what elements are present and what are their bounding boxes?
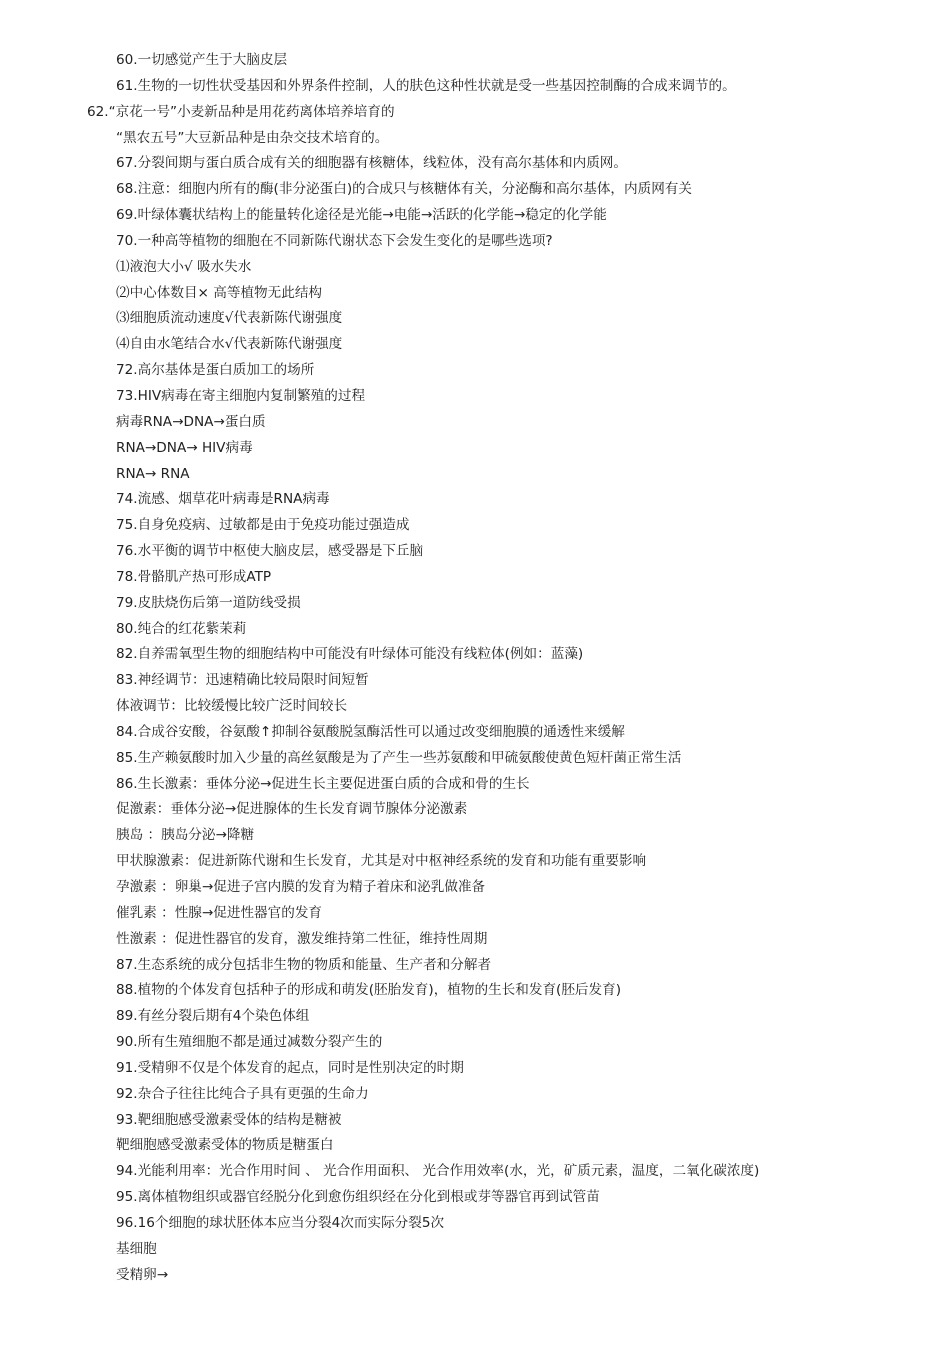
text-line: 94.光能利用率：光合作用时间 、 光合作用面积、 光合作用效率(水，光，矿质元素，温度，二氧化碳浓度) [116, 1163, 760, 1180]
text-line: 靶细胞感受激素受体的物质是糖蛋白 [116, 1137, 334, 1154]
text-line: 82.自养需氧型生物的细胞结构中可能没有叶绿体可能没有线粒体(例如：蓝藻) [116, 646, 584, 663]
text-line: 胰岛 ：胰岛分泌→降糖 [116, 827, 255, 844]
text-line: 92.杂合子往往比纯合子具有更强的生命力 [116, 1085, 369, 1102]
text-line: 甲状腺激素：促进新陈代谢和生长发育，尤其是对中枢神经系统的发育和功能有重要影响 [116, 853, 647, 870]
text-line: 60.一切感觉产生于大脑皮层 [116, 52, 288, 68]
text-line: 61.生物的一切性状受基因和外界条件控制，人的肤色这种性状就是受一些基因控制酶的合成来调节的。 [116, 77, 736, 94]
text-line: 促激素：垂体分泌→促进腺体的生长发育调节腺体分泌激素 [116, 801, 468, 818]
text-line: 78.骨骼肌产热可形成ATP [116, 568, 272, 585]
text-line: 性激素 ：促进性器官的发育，激发维持第二性征，维持性周期 [116, 930, 488, 947]
text-line: RNA→ RNA [116, 465, 190, 482]
text-line: 基细胞 [116, 1240, 157, 1257]
document-body [0, 48, 950, 1289]
text-line: 74.流感、烟草花叶病毒是RNA病毒 [116, 491, 330, 508]
text-line: 84.合成谷安酸，谷氨酸↑抑制谷氨酸脱氢酶活性可以通过改变细胞膜的通透性来缓解 [116, 723, 625, 740]
text-line: 62.“京花一号”小麦新品种是用花药离体培养培育的 [87, 103, 395, 120]
text-line: 87.生态系统的成分包括非生物的物质和能量、生产者和分解者 [116, 956, 492, 973]
text-line: 病毒RNA→DNA→蛋白质 [116, 413, 266, 430]
text-line: 93.靶细胞感受激素受体的结构是糖被 [116, 1111, 342, 1128]
text-line: 90.所有生殖细胞不都是通过减数分裂产生的 [116, 1034, 383, 1051]
text-line: 88.植物的个体发育包括种子的形成和萌发(胚胎发育)，植物的生长和发育(胚后发育) [116, 982, 622, 999]
text-line: 95.离体植物组织或器官经脱分化到愈伤组织经在分化到根或芽等器官再到试管苗 [116, 1189, 600, 1206]
text-line: 80.纯合的红花紫茉莉 [116, 620, 247, 637]
text-line: “黑农五号”大豆新品种是由杂交技术培育的。 [116, 129, 389, 146]
text-line: ⑴液泡大小√ 吸水失水 [116, 258, 252, 275]
text-line: 89.有丝分裂后期有4个染色体组 [116, 1008, 310, 1025]
text-line: 67.分裂间期与蛋白质合成有关的细胞器有核糖体，线粒体，没有高尔基体和内质网。 [116, 155, 627, 172]
text-line: 72.高尔基体是蛋白质加工的场所 [116, 362, 315, 379]
text-line: 79.皮肤烧伤后第一道防线受损 [116, 594, 301, 611]
text-line: 69.叶绿体囊状结构上的能量转化途径是光能→电能→活跃的化学能→稳定的化学能 [116, 207, 607, 224]
text-line: 73.HIV病毒在寄主细胞内复制繁殖的过程 [116, 387, 366, 404]
text-line: 91.受精卵不仅是个体发育的起点，同时是性别决定的时期 [116, 1059, 464, 1076]
text-line: 96.16个细胞的球状胚体本应当分裂4次而实际分裂5次 [116, 1214, 445, 1231]
text-line: 70.一种高等植物的细胞在不同新陈代谢状态下会发生变化的是哪些选项? [116, 232, 553, 249]
text-line: 68.注意：细胞内所有的酶(非分泌蛋白)的合成只与核糖体有关，分泌酶和高尔基体，内质网有关 [116, 181, 692, 198]
text-line: 催乳素 ：性腺→促进性器官的发育 [116, 904, 323, 921]
text-line: 85.生产赖氨酸时加入少量的高丝氨酸是为了产生一些苏氨酸和甲硫氨酸使黄色短杆菌正常生活 [116, 749, 682, 766]
text-line: 76.水平衡的调节中枢使大脑皮层，感受器是下丘脑 [116, 543, 424, 560]
text-line: 体液调节：比较缓慢比较广泛时间较长 [116, 698, 348, 715]
text-line: 86.生长激素：垂体分泌→促进生长主要促进蛋白质的合成和骨的生长 [116, 775, 530, 792]
text-line: 受精卵→ [116, 1266, 169, 1283]
text-line: 83.神经调节：迅速精确比较局限时间短暂 [116, 672, 369, 689]
text-line: ⑷自由水笔结合水√代表新陈代谢强度 [116, 336, 343, 353]
text-line: 孕激素 ：卵巢→促进子宫内膜的发育为精子着床和泌乳做准备 [116, 879, 486, 895]
text-line: 75.自身免疫病、过敏都是由于免疫功能过强造成 [116, 517, 410, 534]
text-line: RNA→DNA→ HIV病毒 [116, 439, 253, 456]
text-line: ⑶细胞质流动速度√代表新陈代谢强度 [116, 310, 343, 327]
text-line: ⑵中心体数目× 高等植物无此结构 [116, 284, 323, 301]
